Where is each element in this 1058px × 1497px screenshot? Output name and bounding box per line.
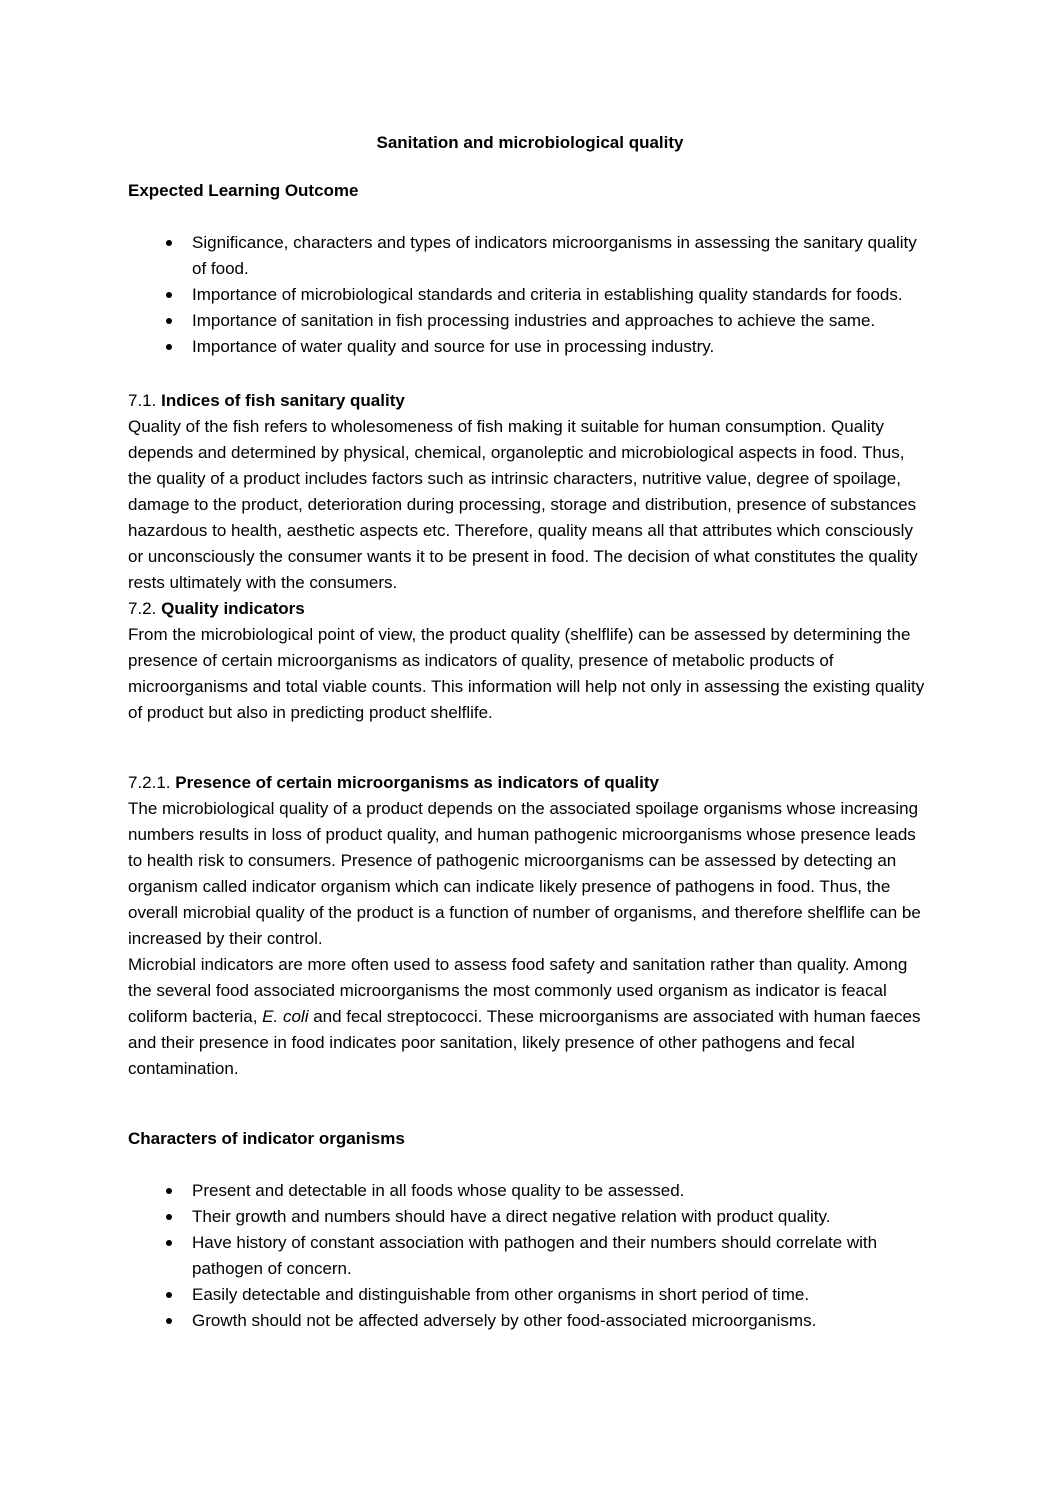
list-item xyxy=(128,334,932,360)
list-item-text: Growth should not be affected adversely by other food-associated microorganisms. xyxy=(192,1311,817,1330)
list-item-text: Their growth and numbers should have a direct negative relation with product quality. xyxy=(192,1207,831,1226)
list-item-text: Importance of microbiological standards and criteria in establishing quality standards for foods. xyxy=(192,285,903,304)
paragraph-text: and fecal streptococci. These microorganisms are associated with human faeces and their presence in food indicates poor sanitation, likely presence of other pathogens and fecal contamination. xyxy=(128,1007,921,1078)
list-item xyxy=(128,1282,932,1308)
characters-list xyxy=(128,1178,932,1334)
list-item-text: Importance of sanitation in fish processing industries and approaches to achieve the same. xyxy=(192,311,876,330)
list-item-text: Importance of water quality and source for use in processing industry. xyxy=(192,337,715,356)
bullet-icon xyxy=(166,1318,172,1324)
bullet-icon xyxy=(166,1188,172,1194)
section-7-2-1-paragraph: The microbiological quality of a product depends on the associated spoilage organisms whose increasing numbers results in loss of product quality, and human pathogenic microorganisms whose presence leads to health risk to consumers. Presence of pathogenic microorganisms can be assessed by detecting an organism called indicator organism which can indicate likely presence of pathogens in food. Thus, the overall microbial quality of the product is a function of number of organisms, and therefore shelflife can be increased by their control. xyxy=(128,799,921,948)
list-item xyxy=(128,230,932,282)
paragraph-text: Microbial indicators are more often used to assess food safety and sanitation rather than quality. Among the several food associated microorganisms the most commonly used organism as indicator is feacal coliform bacteria, xyxy=(128,955,908,1026)
section-title: Quality indicators xyxy=(161,599,305,618)
list-item-text: Easily detectable and distinguishable from other organisms in short period of time. xyxy=(192,1285,810,1304)
bullet-icon xyxy=(166,318,172,324)
document-title: Sanitation and microbiological quality xyxy=(376,133,684,152)
list-item-text: Present and detectable in all foods whose quality to be assessed. xyxy=(192,1181,685,1200)
section-number: 7.2.1. xyxy=(128,773,171,792)
list-item-text: Have history of constant association with pathogen and their numbers should correlate with pathogen of concern. xyxy=(192,1233,878,1278)
bullet-icon xyxy=(166,292,172,298)
bullet-icon xyxy=(166,1240,172,1246)
learning-outcome-heading: Expected Learning Outcome xyxy=(128,181,359,200)
section-title: Indices of fish sanitary quality xyxy=(161,391,405,410)
section-7-1-paragraph: Quality of the fish refers to wholesomeness of fish making it suitable for human consumption. Quality depends and determined by physical, chemical, organoleptic and microbiological aspects in food. Thus, the quality of a product includes factors such as intrinsic characters, nutritive value, degree of spoilage, damage to the product, deterioration during processing, storage and distribution, presence of substances hazardous to health, aesthetic aspects etc. Therefore, quality means all that attributes which consciously or unconsciously the consumer wants it to be present in food. The decision of what constitutes the quality rests ultimately with the consumers. xyxy=(128,417,918,592)
bullet-icon xyxy=(166,1214,172,1220)
bullet-icon xyxy=(166,344,172,350)
microbial-indicators-paragraph xyxy=(128,952,932,1082)
list-item-text: Significance, characters and types of indicators microorganisms in assessing the sanitary quality of food. xyxy=(192,233,917,278)
list-item xyxy=(128,1230,932,1282)
bullet-icon xyxy=(166,240,172,246)
list-item xyxy=(128,1204,932,1230)
section-number: 7.1. xyxy=(128,391,157,410)
section-7-2-heading xyxy=(128,596,932,622)
characters-heading: Characters of indicator organisms xyxy=(128,1129,405,1148)
section-7-2-1-heading xyxy=(128,770,932,796)
learning-outcome-list xyxy=(128,230,932,360)
section-7-1-heading xyxy=(128,388,932,414)
list-item xyxy=(128,282,932,308)
section-number: 7.2. xyxy=(128,599,157,618)
section-title: Presence of certain microorganisms as indicators of quality xyxy=(175,773,659,792)
list-item xyxy=(128,1308,932,1334)
section-7-2-paragraph: From the microbiological point of view, the product quality (shelflife) can be assessed by determining the presence of certain microorganisms as indicators of quality, presence of metabolic products of microorganisms and total viable counts. This information will help not only in assessing the existing quality of product but also in predicting product shelflife. xyxy=(128,625,925,722)
list-item xyxy=(128,308,932,334)
species-name-italic: E. coli xyxy=(262,1007,309,1026)
list-item xyxy=(128,1178,932,1204)
bullet-icon xyxy=(166,1292,172,1298)
